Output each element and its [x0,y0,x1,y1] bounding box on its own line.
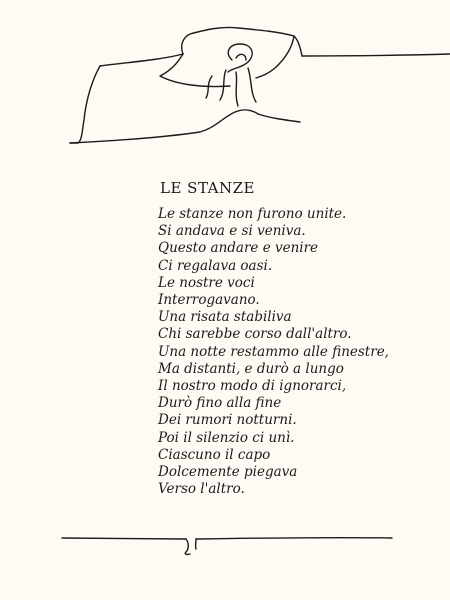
poem-line: Dolcemente piegava [158,464,298,481]
poem-line: Verso l'altro. [158,481,245,498]
poem-line: Il nostro modo di ignorarci, [158,378,347,395]
poem-line: Dei rumori notturni. [158,412,297,429]
line-drawing-illustration [0,0,450,160]
bottom-ornament-line [0,525,450,565]
poem-line: Le nostre voci [158,274,255,291]
poem-line: Si andava e si veniva. [158,223,306,240]
poem-line: Poi il silenzio ci unì. [158,429,295,446]
poem-line: Una risata stabiliva [158,309,292,326]
poem-line: Questo andare e venire [158,240,319,257]
poem-line: Ciascuno il capo [158,446,271,463]
poem-line: Ma distanti, e durò a lungo [158,360,344,377]
poem-line: Chi sarebbe corso dall'altro. [158,326,352,343]
poem-line: Una notte restammo alle finestre, [158,343,389,360]
poem-line: Interrogavano. [158,292,260,309]
poem-line: Ci regalava oasi. [158,257,273,274]
poem-text [158,206,389,498]
poem-line: Durò fino alla fine [158,395,282,412]
poem-title: LE STANZE [160,179,255,197]
poem-line: Le stanze non furono unite. [158,206,347,222]
